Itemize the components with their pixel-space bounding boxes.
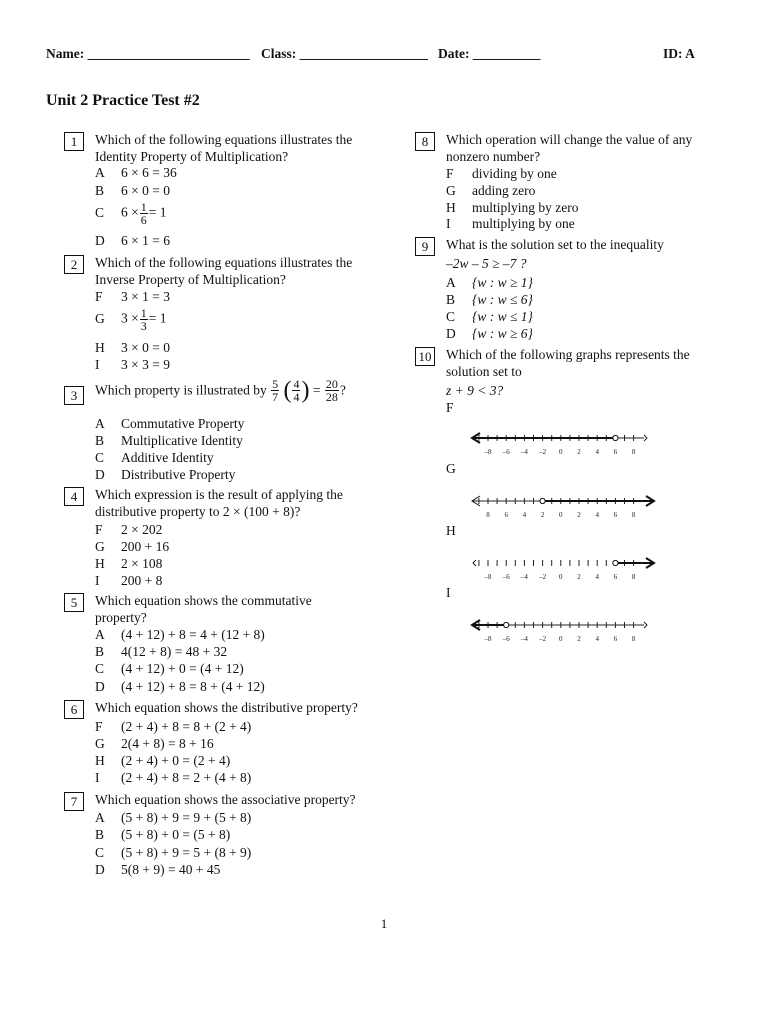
option-d: D {w : w ≥ 6} (446, 326, 533, 341)
option-b: B Multiplicative Identity (95, 433, 243, 448)
tick-label: 8 (631, 448, 636, 456)
question-number: 10 (415, 347, 435, 366)
tick-label: 8 (631, 573, 636, 581)
option-f-label: F (446, 400, 454, 415)
option-b: B {w : w ≤ 6} (446, 292, 533, 307)
option-a: A 6 × 6 = 36 (95, 165, 177, 180)
option-a: A Commutative Property (95, 416, 245, 431)
question-text: Which equation shows the distributive property? (95, 700, 358, 715)
option-d: D Distributive Property (95, 467, 236, 482)
number-line-h (468, 555, 658, 583)
tick-label: 2 (577, 511, 581, 519)
tick-label: 6 (613, 448, 618, 456)
tick-label: 4 (595, 511, 599, 519)
option-g-label: G (446, 461, 456, 476)
tick-label: 0 (559, 511, 563, 519)
tick-label: –6 (502, 448, 510, 456)
question-text: Which of the following graphs represents the solution set to (446, 347, 690, 379)
tick-label: 4 (522, 511, 527, 519)
option-g: G 2(4 + 8) = 8 + 16 (95, 736, 214, 751)
option-i: I (2 + 4) + 8 = 2 + (4 + 8) (95, 770, 252, 785)
option-i-label: I (446, 585, 451, 600)
option-a: A {w : w ≥ 1} (446, 275, 533, 290)
option-h: H 2 × 108 (95, 556, 163, 571)
question-text: Which operation will change the value of any nonzero number? (446, 132, 693, 164)
option-d: D (4 + 12) + 8 = 8 + (4 + 12) (95, 679, 265, 694)
option-c: C Additive Identity (95, 450, 214, 465)
page-number: 1 (380, 916, 388, 931)
option-h: H multiplying by zero (446, 200, 579, 215)
open-circle (613, 435, 618, 440)
tick-label: –4 (520, 635, 528, 643)
option-g: G adding zero (446, 183, 536, 198)
option-f: F 2 × 202 (95, 522, 163, 537)
option-a: A (5 + 8) + 9 = 9 + (5 + 8) (95, 810, 252, 825)
right-arrow (644, 622, 647, 628)
question-number: 7 (64, 792, 84, 811)
option-h-label: H (446, 523, 456, 538)
tick-label: –2 (539, 573, 547, 581)
tick-label: 2 (577, 573, 581, 581)
tick-label: 2 (577, 448, 581, 456)
test-id: ID: A (663, 46, 695, 61)
option-c: C (5 + 8) + 9 = 5 + (8 + 9) (95, 845, 252, 860)
tick-label: 6 (613, 635, 618, 643)
tick-label: –2 (539, 635, 547, 643)
option-d: D 6 × 1 = 6 (95, 233, 170, 248)
tick-label: 4 (595, 635, 599, 643)
question-text: Which property is illustrated by $\frac{5}{7}$ ( $\frac{4}{4}$ ) = $\frac{20}{28}$ ? (95, 377, 346, 404)
tick-label: –4 (520, 448, 528, 456)
open-circle (540, 498, 545, 503)
question-text: Which expression is the result of applying the distributive property to 2 × (100 + 8)? (95, 487, 343, 519)
tick-label: 8 (486, 511, 490, 519)
tick-label: –8 (484, 635, 492, 643)
option-i: I multiplying by one (446, 216, 575, 231)
option-c: C 6 × $\frac{1}{6}$ = 1 (95, 200, 167, 227)
tick-label: –4 (520, 573, 528, 581)
option-b: B 4(12 + 8) = 48 + 32 (95, 644, 228, 659)
question-number: 1 (64, 132, 84, 151)
number-line-i (468, 617, 658, 645)
tick-label: 6 (504, 511, 508, 519)
tick-label: –6 (502, 573, 510, 581)
right-arrow (644, 435, 647, 441)
tick-label: 0 (559, 448, 563, 456)
tick-label: 2 (540, 511, 545, 519)
question-text: Which equation shows the commutative property? (95, 593, 312, 625)
number-line-g (468, 493, 658, 521)
option-g: G 3 × $\frac{1}{3}$ = 1 (95, 306, 167, 333)
open-circle (613, 560, 618, 565)
option-b: B 6 × 0 = 0 (95, 183, 170, 198)
option-f: F 3 × 1 = 3 (95, 289, 170, 304)
question-text: Which of the following equations illustrates the Inverse Property of Multiplication? (95, 255, 353, 287)
option-b: B (5 + 8) + 0 = (5 + 8) (95, 827, 231, 842)
question-number: 8 (415, 132, 435, 151)
question-text: Which equation shows the associative property? (95, 792, 356, 807)
option-i: I 200 + 8 (95, 573, 163, 588)
inequality: z + 9 < 3? (446, 383, 504, 398)
option-c: C {w : w ≤ 1} (446, 309, 533, 324)
tick-label: 6 (613, 511, 618, 519)
tick-label: 8 (631, 635, 636, 643)
number-line-f (468, 430, 658, 458)
option-d: D 5(8 + 9) = 40 + 45 (95, 862, 221, 877)
left-arrow (473, 560, 476, 566)
tick-label: 0 (559, 635, 563, 643)
tick-label: 0 (559, 573, 563, 581)
question-text: Which of the following equations illustrates the Identity Property of Multiplication? (95, 132, 353, 164)
inequality: –2w – 5 ≥ –7 ? (446, 256, 527, 271)
option-h: H 3 × 0 = 0 (95, 340, 170, 355)
class-field: Class: ___________________ (261, 46, 428, 61)
question-number: 6 (64, 700, 84, 719)
tick-label: –6 (502, 635, 510, 643)
question-number: 9 (415, 237, 435, 256)
tick-label: 8 (631, 511, 636, 519)
name-field: Name: ________________________ (46, 46, 250, 61)
option-a: A (4 + 12) + 8 = 4 + (12 + 8) (95, 627, 265, 642)
tick-label: –2 (539, 448, 547, 456)
open-circle (504, 622, 509, 627)
date-field: Date: __________ (438, 46, 541, 61)
question-number: 2 (64, 255, 84, 274)
question-number: 5 (64, 593, 84, 612)
question-number: 3 (64, 386, 84, 405)
tick-label: 4 (595, 573, 599, 581)
tick-label: 6 (613, 573, 618, 581)
question-number: 4 (64, 487, 84, 506)
tick-label: –8 (484, 448, 492, 456)
tick-label: 4 (595, 448, 599, 456)
tick-label: 2 (577, 635, 581, 643)
option-i: I 3 × 3 = 9 (95, 357, 170, 372)
option-f: F dividing by one (446, 166, 557, 181)
option-c: C (4 + 12) + 0 = (4 + 12) (95, 661, 244, 676)
tick-label: –8 (484, 573, 492, 581)
option-f: F (2 + 4) + 8 = 8 + (2 + 4) (95, 719, 252, 734)
option-g: G 200 + 16 (95, 539, 170, 554)
option-h: H (2 + 4) + 0 = (2 + 4) (95, 753, 231, 768)
page-title: Unit 2 Practice Test #2 (46, 92, 200, 109)
question-text: What is the solution set to the inequality (446, 237, 664, 252)
